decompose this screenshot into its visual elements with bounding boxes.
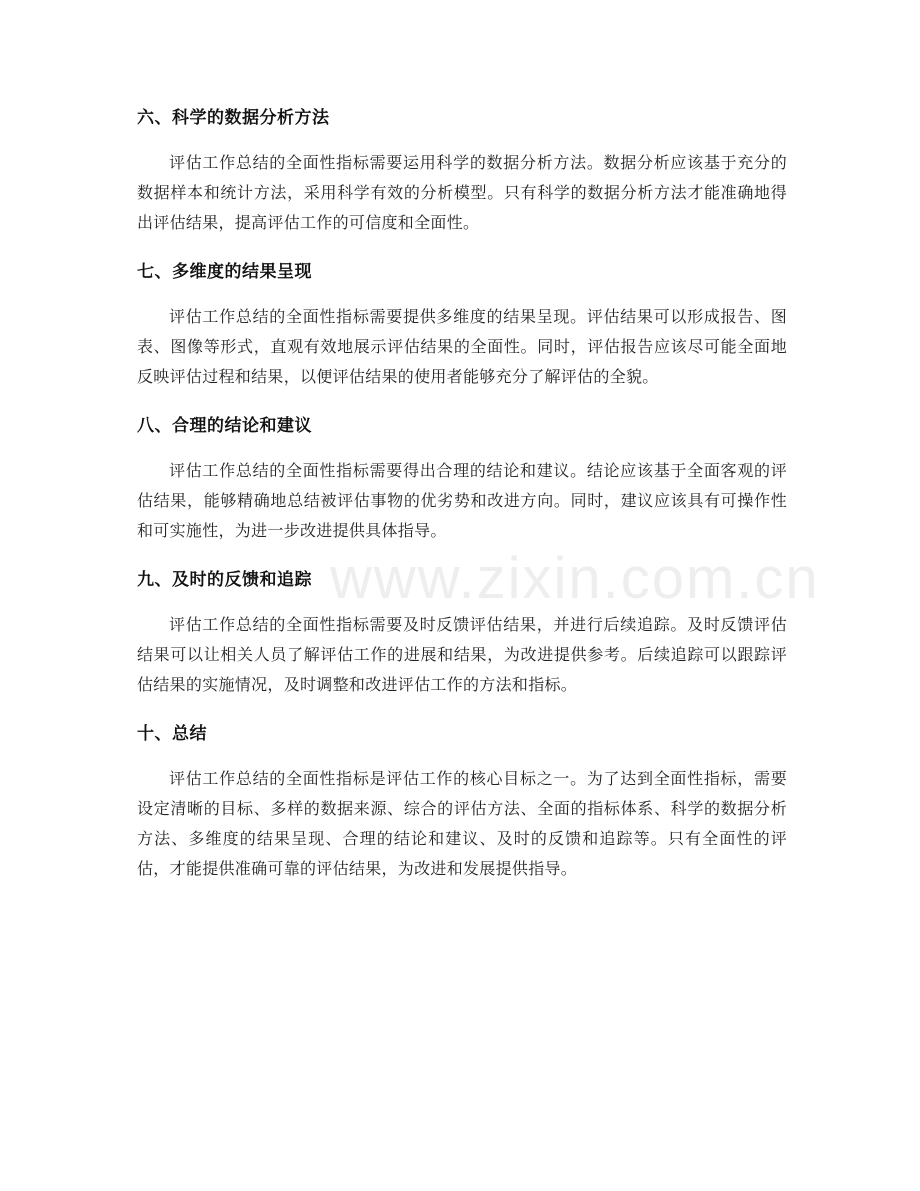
section-body-9: 评估工作总结的全面性指标需要及时反馈评估结果，并进行后续追踪。及时反馈评估结果可以让相关人员了解评估工作的进展和结果，为改进提供参考。后续追踪可以跟踪评估结果的实施情况，及时调整和改进评估工作的方法和指标。 (137, 615, 787, 694)
watermark: www.zixin.com.cn (330, 546, 820, 611)
section-body-8: 评估工作总结的全面性指标需要得出合理的结论和建议。结论应该基于全面客观的评估结果，能够精确地总结被评估事物的优劣势和改进方向。同时，建议应该具有可操作性和可实施性，为进一步改进提供具体指导。 (137, 461, 787, 540)
section-title-9: 九、及时的反馈和追踪 (137, 570, 312, 590)
section-title-6: 六、科学的数据分析方法 (137, 108, 330, 128)
section-title-8: 八、合理的结论和建议 (137, 416, 312, 436)
section-body-7: 评估工作总结的全面性指标需要提供多维度的结果呈现。评估结果可以形成报告、图表、图像等形式，直观有效地展示评估结果的全面性。同时，评估报告应该尽可能全面地反映评估过程和结果，以便评估结果的使用者能够充分了解评估的全貌。 (137, 307, 787, 386)
section-body-10: 评估工作总结的全面性指标是评估工作的核心目标之一。为了达到全面性指标，需要设定清晰的目标、多样的数据来源、综合的评估方法、全面的指标体系、科学的数据分析方法、多维度的结果呈现、合理的结论和建议、及时的反馈和追踪等。只有全面性的评估，才能提供准确可靠的评估结果，为改进和发展提供指导。 (137, 769, 787, 878)
section-body-6: 评估工作总结的全面性指标需要运用科学的数据分析方法。数据分析应该基于充分的数据样本和统计方法，采用科学有效的分析模型。只有科学的数据分析方法才能准确地得出评估结果，提高评估工作的可信度和全面性。 (137, 153, 787, 232)
section-title-7: 七、多维度的结果呈现 (137, 262, 312, 282)
document-content (137, 104, 787, 904)
section-title-10: 十、总结 (137, 724, 207, 744)
